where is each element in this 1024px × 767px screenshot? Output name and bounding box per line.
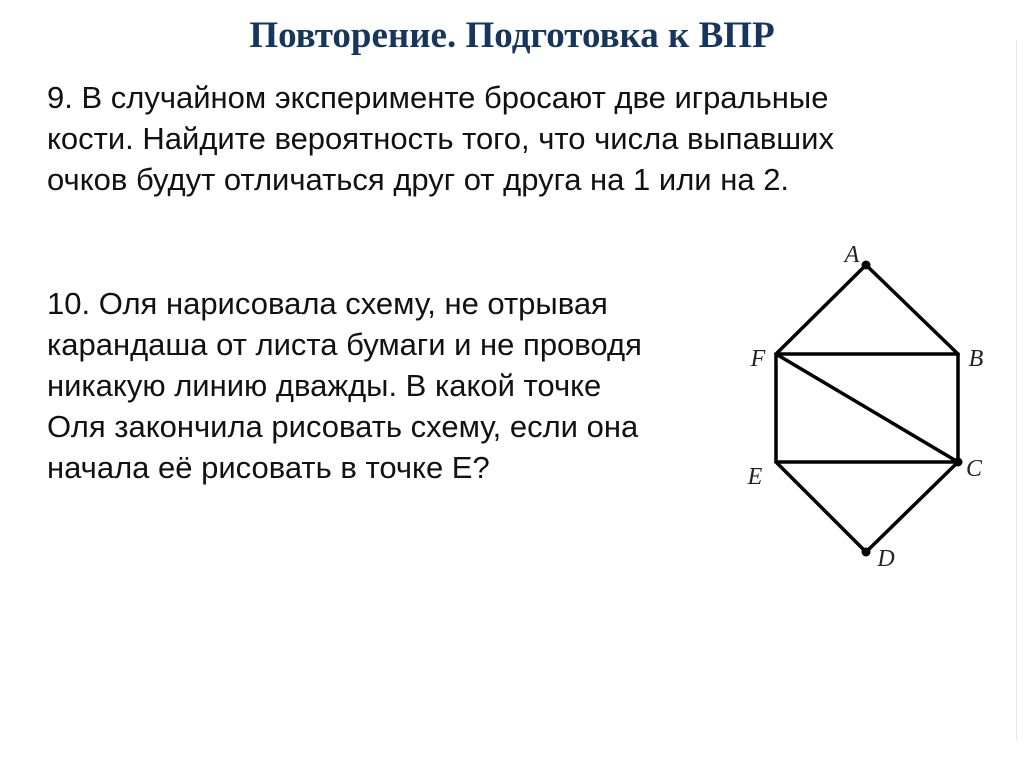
- vertex-label-e: E: [747, 464, 763, 490]
- problem-9-line: очков будут отличаться друг от друга на 1 или на 2.: [47, 162, 790, 197]
- problem-10-line: никакую линию дважды. В какой точке: [47, 368, 602, 403]
- vertex-label-f: F: [750, 346, 766, 372]
- problem-9: [47, 77, 834, 200]
- problem-9-line: кости. Найдите вероятность того, что числа выпавших: [47, 121, 834, 156]
- page-title: Повторение. Подготовка к ВПР: [249, 15, 775, 56]
- edge-ab: [866, 265, 958, 354]
- vertex-dot-a: [862, 261, 871, 270]
- vertex-label-d: D: [877, 546, 895, 572]
- problem-10-line: 10. Оля нарисовала схему, не отрывая: [47, 286, 608, 321]
- problem-10-line: начала её рисовать в точке E?: [47, 450, 490, 485]
- vertex-dot-d: [862, 548, 871, 557]
- edge-fc: [776, 354, 958, 462]
- problem-9-line: 9. В случайном эксперименте бросают две игральные: [47, 80, 829, 115]
- problem-10-line: карандаша от листа бумаги и не проводя: [47, 327, 642, 362]
- problem-10-line: Оля закончила рисовать схему, если она: [47, 409, 639, 444]
- slide-edge-divider: [1016, 40, 1017, 740]
- edge-cd: [866, 462, 958, 552]
- edge-af: [776, 265, 866, 354]
- problem-10: [47, 283, 642, 488]
- graph-diagram: [720, 235, 1020, 595]
- vertex-label-a: A: [844, 242, 860, 268]
- graph-edges: [776, 265, 958, 552]
- vertex-label-c: C: [965, 456, 983, 482]
- vertex-label-b: B: [968, 346, 984, 372]
- graph-points: [862, 261, 963, 557]
- vertex-dot-c: [954, 458, 963, 467]
- edge-ed: [776, 462, 866, 552]
